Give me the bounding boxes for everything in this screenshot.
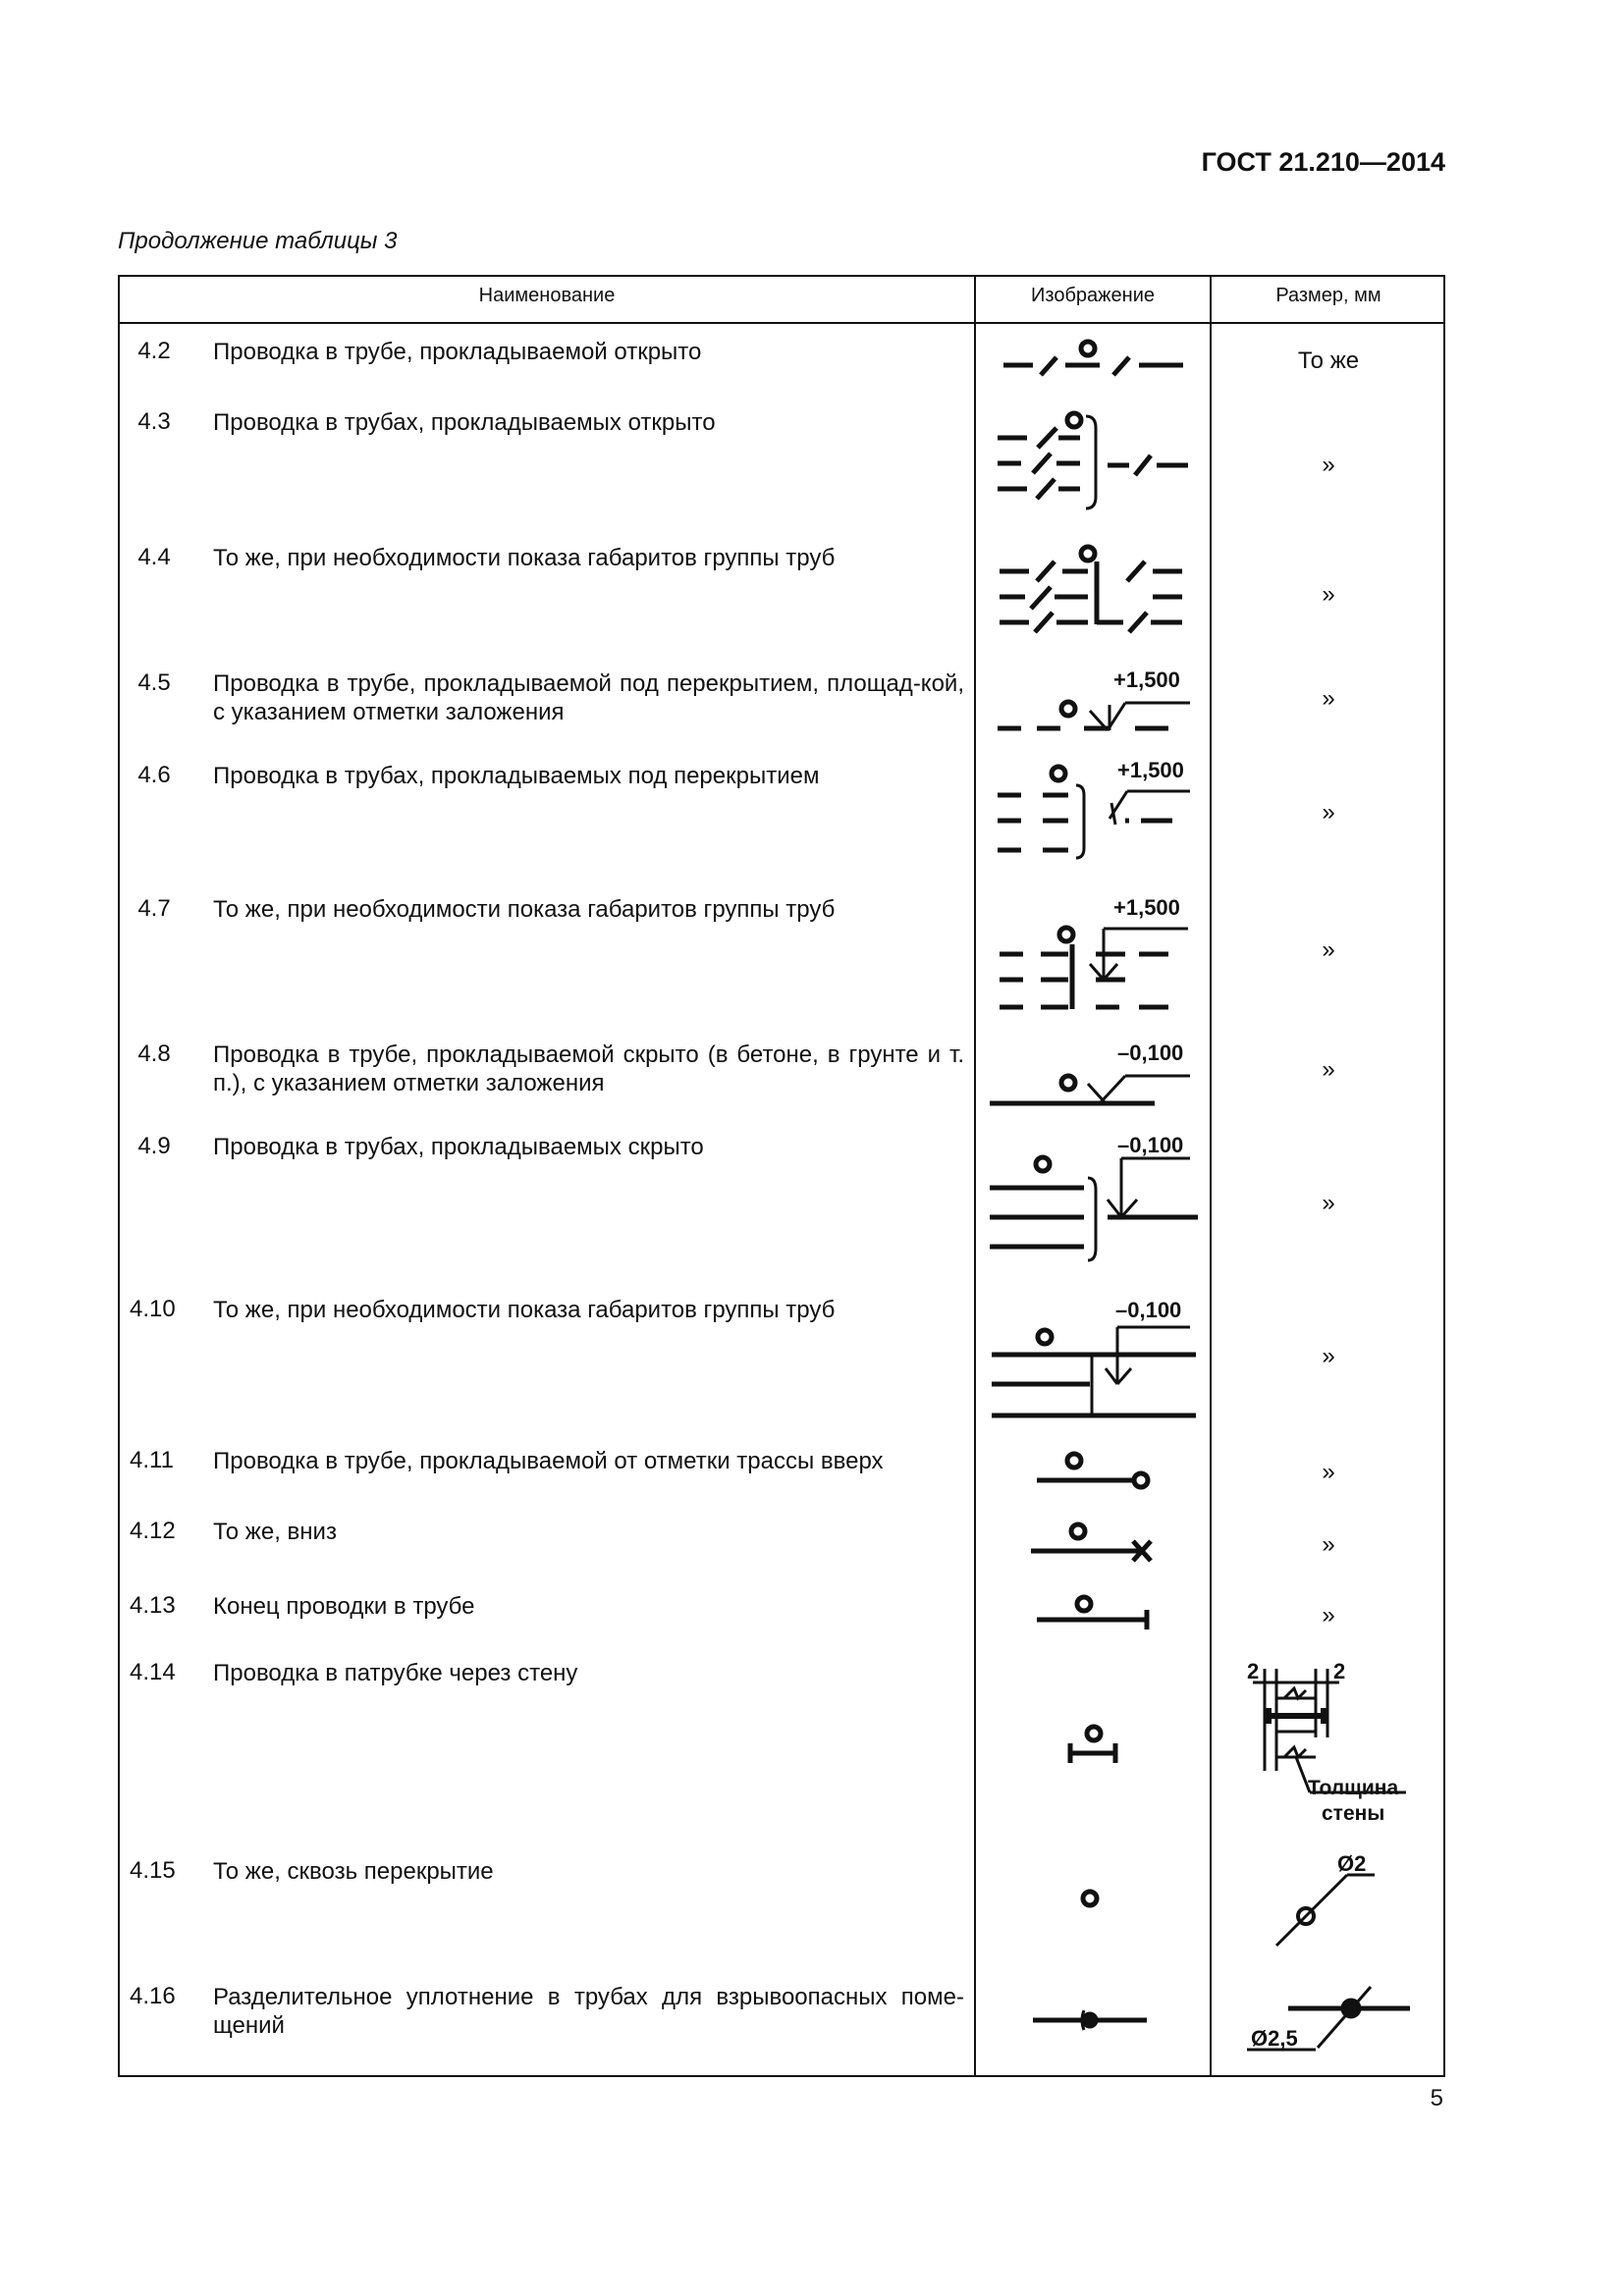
- wall-thickness-label-2: стены: [1322, 1802, 1385, 1825]
- row-name: То же, при необходимости показа габаритов группы труб: [213, 1297, 836, 1323]
- row-number: 4.9: [137, 1133, 171, 1159]
- row-number: 4.5: [137, 669, 171, 696]
- row-size: »: [1322, 1602, 1335, 1629]
- row-number: 4.10: [130, 1296, 176, 1322]
- row-number: 4.13: [130, 1592, 176, 1619]
- row-size: »: [1322, 1056, 1335, 1083]
- diameter-label: Ø2,5: [1251, 2026, 1298, 2051]
- row-name: То же, сквозь перекрытие: [213, 1858, 494, 1885]
- table-caption: Продолжение таблицы 3: [118, 228, 398, 254]
- document-code: ГОСТ 21.210—2014: [1201, 147, 1445, 177]
- dimension-right: 2: [1333, 1659, 1346, 1683]
- row-number: 4.15: [130, 1857, 176, 1884]
- row-size: »: [1322, 1459, 1335, 1485]
- mark-label: +1,500: [1113, 895, 1180, 920]
- column-header-image: Изображение: [1031, 285, 1155, 306]
- symbol-wall-sleeve: [1070, 1727, 1115, 1763]
- wall-thickness-label-1: Толщина: [1308, 1777, 1399, 1799]
- symbol-pipe-end: [1037, 1597, 1147, 1629]
- row-size: »: [1322, 1190, 1335, 1216]
- row-number: 4.6: [137, 762, 171, 788]
- row-size: »: [1322, 1343, 1335, 1369]
- row-name: Проводка в трубах, прокладываемых открыто: [213, 409, 716, 436]
- row-size: »: [1322, 581, 1335, 608]
- symbol-hidden-pipes-group: [992, 1327, 1196, 1415]
- mark-label: +1,500: [1117, 758, 1184, 782]
- row-size: »: [1322, 936, 1335, 963]
- row-number: 4.4: [137, 544, 171, 570]
- row-number: 4.2: [137, 338, 171, 364]
- wall-sleeve-dimension: [1253, 1669, 1406, 1792]
- symbol-under-slab-pipe: [998, 702, 1190, 730]
- column-header-size: Размер, мм: [1275, 285, 1381, 306]
- row-size: »: [1322, 685, 1335, 712]
- mark-label: +1,500: [1113, 667, 1180, 692]
- row-name: Проводка в трубах, прокладываемых скрыто: [213, 1134, 704, 1160]
- symbol-pipe-up: [1037, 1454, 1148, 1487]
- row-name: Конец проводки в трубе: [213, 1593, 475, 1620]
- row-name: То же, вниз: [213, 1519, 337, 1545]
- symbol-open-pipe: [1003, 342, 1183, 375]
- mark-label: –0,100: [1117, 1133, 1184, 1157]
- mark-label: –0,100: [1115, 1298, 1182, 1322]
- row-name: То же, при необходимости показа габаритов группы труб: [213, 896, 836, 923]
- symbol-open-pipes: [998, 413, 1188, 508]
- row-size: »: [1322, 452, 1335, 478]
- symbol-hidden-pipe: [990, 1076, 1190, 1103]
- symbol-under-slab-pipes-group: [1000, 928, 1188, 1009]
- row-name: То же, при необходимости показа габаритов группы труб: [213, 545, 836, 571]
- mark-label: –0,100: [1117, 1041, 1184, 1065]
- row-name: Проводка в трубе, прокладываемой открыто: [213, 339, 702, 365]
- row-number: 4.11: [130, 1447, 174, 1473]
- row-name: Проводка в патрубке через стену: [213, 1660, 578, 1686]
- row-size: »: [1322, 799, 1335, 826]
- symbol-pipe-down: [1031, 1524, 1151, 1561]
- symbol-open-pipes-group: [1000, 547, 1182, 632]
- row-size: То же: [1297, 347, 1360, 374]
- column-header-name: Наименование: [478, 285, 616, 306]
- row-number: 4.12: [130, 1518, 176, 1544]
- slab-passage-dimension: [1276, 1875, 1375, 1946]
- row-name: Проводка в трубе, прокладываемой от отметки трассы вверх: [213, 1448, 884, 1474]
- diameter-label: Ø2: [1337, 1851, 1367, 1876]
- row-size: »: [1322, 1531, 1335, 1558]
- row-name: Проводка в трубе, прокладываемой скрыто (в бетоне, в грунте и т. п.), с указанием отметки заложения: [213, 1041, 964, 1096]
- row-number: 4.16: [130, 1983, 176, 2009]
- dimension-left: 2: [1247, 1659, 1260, 1683]
- page-number: 5: [1430, 2085, 1443, 2111]
- row-number: 4.8: [137, 1041, 171, 1067]
- row-number: 4.14: [130, 1659, 176, 1685]
- row-number: 4.3: [137, 408, 171, 435]
- symbol-hidden-pipes: [990, 1157, 1198, 1260]
- row-name: Проводка в трубах, прокладываемых под перекрытием: [213, 763, 820, 789]
- symbol-separating-seal: [1033, 2010, 1147, 2030]
- row-number: 4.7: [137, 895, 171, 922]
- row-name: Проводка в трубе, прокладываемой под перекрытием, площад-кой, с указанием отметки заложения: [213, 670, 964, 725]
- symbol-slab-passage: [1083, 1892, 1097, 1905]
- row-name: Разделительное уплотнение в трубах для взрывоопасных поме-щений: [213, 1984, 964, 2039]
